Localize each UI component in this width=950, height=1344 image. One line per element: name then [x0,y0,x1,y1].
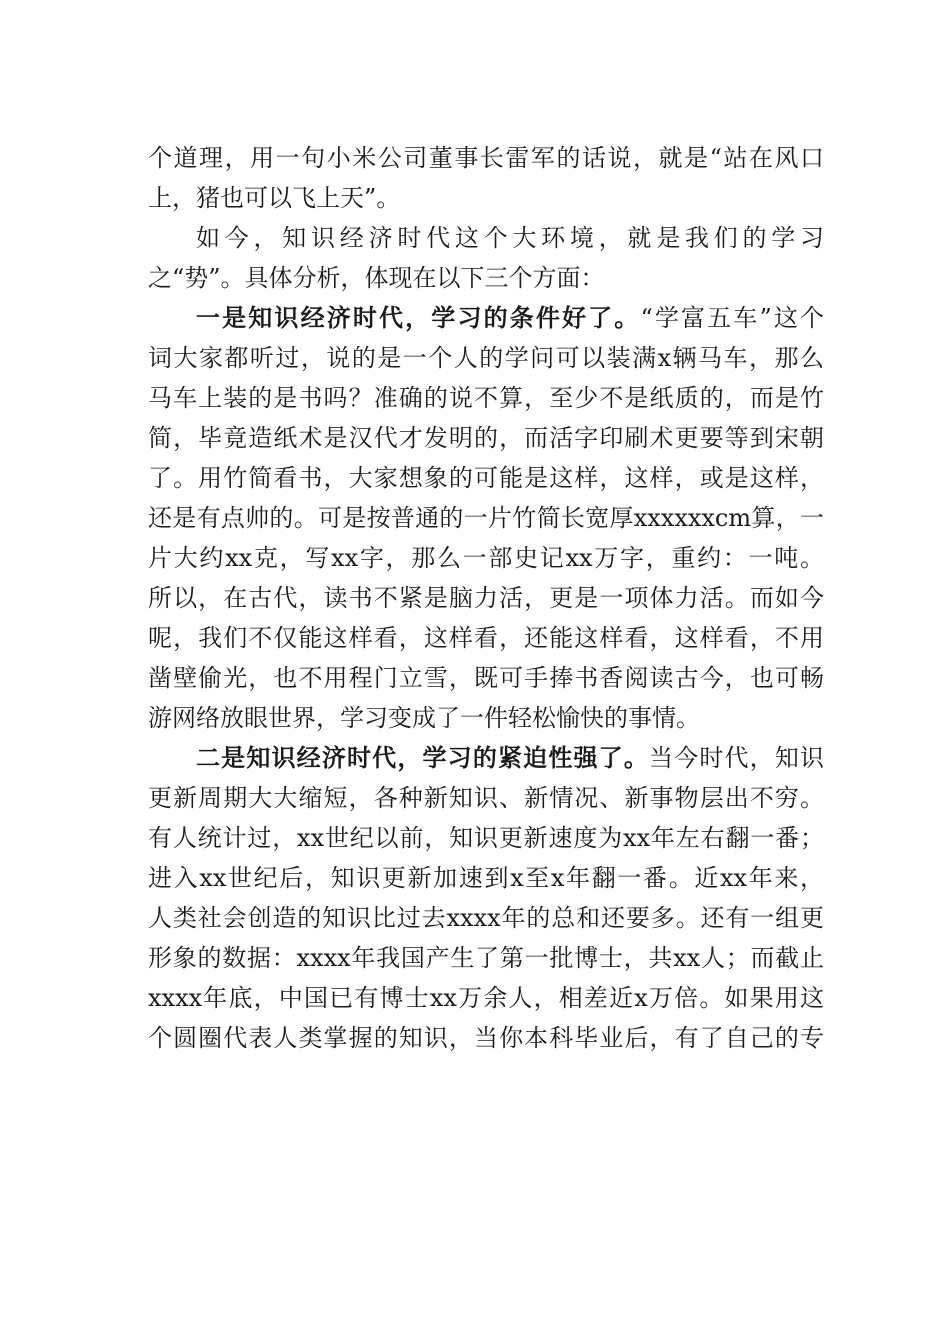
paragraph-line: 所以，在古代，读书不紧是脑力活，更是一项体力活。而如今 [148,584,824,612]
paragraph-line: 凿壁偷光，也不用程门立雪，既可手捧书香阅读古今，也可畅 [148,664,824,692]
paragraph-first-line [148,738,824,778]
paragraph-line: 上，猪也可以飞上天”。 [148,184,401,212]
paragraph-line: 更新周期大大缩短，各种新知识、新情况、新事物层出不穷。 [148,784,824,812]
paragraph-line: 呢，我们不仅能这样看，这样看，还能这样看，这样看，不用 [148,624,824,652]
paragraph-line: 进入xx世纪后，知识更新加速到x至x年翻一番。近xx年来， [148,864,824,892]
paragraph-2 [148,218,824,298]
paragraph-line: 个道理，用一句小米公司董事长雷军的话说，就是“站在风口 [148,144,824,172]
paragraph-line-rest: 当今时代，知识 [649,744,824,772]
paragraph-line: 个圆圈代表人类掌握的知识，当你本科毕业后，有了自己的专 [148,1024,824,1052]
paragraph-line-rest: “学富五车”这个 [640,304,824,332]
paragraph-line: 简，毕竟造纸术是汉代才发明的，而活字印刷术更要等到宋朝 [148,424,824,452]
paragraph-3 [148,298,824,738]
paragraph-line: 了。用竹简看书，大家想象的可能是这样，这样，或是这样， [148,464,824,492]
paragraph-lead-heading: 一是知识经济时代，学习的条件好了。 [196,303,641,332]
paragraph-line: 片大约xx克，写xx字，那么一部史记xx万字，重约：一吨。 [148,544,824,572]
paragraph-line: xxxx年底，中国已有博士xx万余人，相差近x万倍。如果用这 [148,984,824,1012]
document-body [148,138,824,1058]
paragraph-line: 如今，知识经济时代这个大环境，就是我们的学习 [196,224,824,252]
paragraph-line: 有人统计过，xx世纪以前，知识更新速度为xx年左右翻一番； [148,824,824,852]
paragraph-line: 形象的数据：xxxx年我国产生了第一批博士，共xx人；而截止 [148,944,824,972]
paragraph-line: 人类社会创造的知识比过去xxxx年的总和还要多。还有一组更 [148,904,824,932]
paragraph-lead-heading: 二是知识经济时代，学习的紧迫性强了。 [196,743,649,772]
paragraph-line: 词大家都听过，说的是一个人的学问可以装满x辆马车，那么 [148,344,824,372]
paragraph-line: 还是有点帅的。可是按普通的一片竹简长宽厚xxxxxxcm算，一 [148,504,824,532]
paragraph-4 [148,738,824,1058]
paragraph-line: 马车上装的是书吗？准确的说不算，至少不是纸质的，而是竹 [148,384,824,412]
paragraph-first-line [148,298,824,338]
paragraph-line: 之“势”。具体分析，体现在以下三个方面： [148,264,605,292]
paragraph-1 [148,138,824,218]
paragraph-line: 游网络放眼世界，学习变成了一件轻松愉快的事情。 [148,704,700,732]
